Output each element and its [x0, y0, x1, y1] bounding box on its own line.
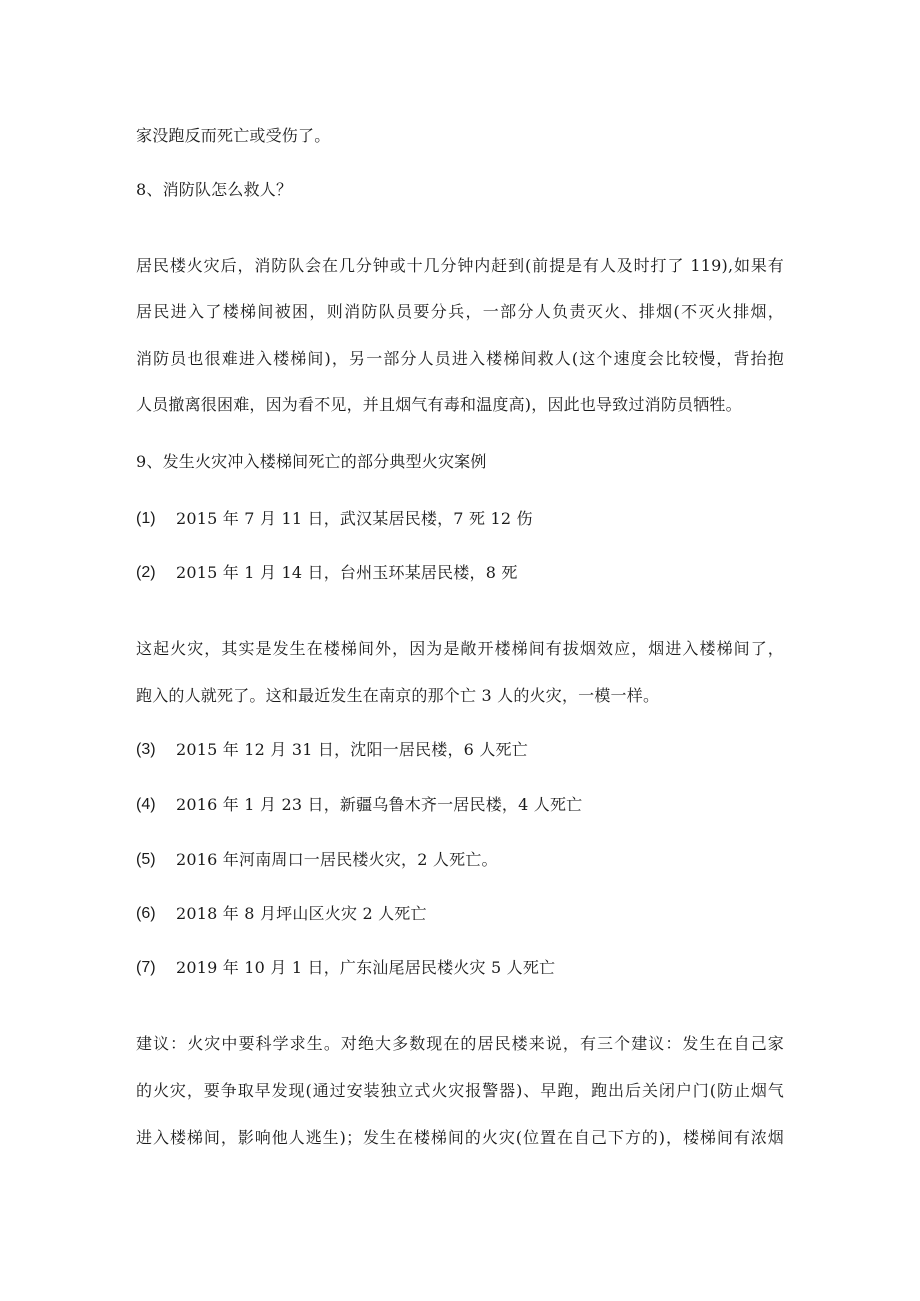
paragraph-line: 家没跑反而死亡或受伤了。 [136, 126, 331, 145]
case-text: 2015 年 1 月 14 日，台州玉环某居民楼，8 死 [176, 563, 518, 582]
paragraph-line: 这起火灾，其实是发生在楼梯间外，因为是敞开楼梯间有拔烟效应，烟进入楼梯间了， [136, 639, 784, 658]
paragraph-line: 进入楼梯间，影响他人逃生)；发生在楼梯间的火灾(位置在自己下方的)，楼梯间有浓烟 [136, 1128, 784, 1147]
paragraph-line: 建议：火灾中要科学求生。对绝大多数现在的居民楼来说，有三个建议：发生在自己家 [136, 1034, 784, 1053]
paragraph-line: 的火灾，要争取早发现(通过安装独立式火灾报警器)、早跑，跑出后关闭户门(防止烟气 [136, 1081, 784, 1100]
case-number: (5) [136, 851, 156, 868]
case-text: 2019 年 10 月 1 日，广东汕尾居民楼火灾 5 人死亡 [176, 958, 556, 977]
paragraph-line: 人员撤离很困难，因为看不见，并且烟气有毒和温度高)，因此也导致过消防员牺牲。 [136, 395, 742, 414]
case-number: (6) [136, 905, 156, 922]
question-heading-8: 8、消防队怎么救人？ [136, 180, 293, 199]
case-text: 2015 年 7 月 11 日，武汉某居民楼，7 死 12 伤 [176, 509, 533, 528]
case-number: (3) [136, 741, 156, 758]
question-heading-9: 9、发生火灾冲入楼梯间死亡的部分典型火灾案例 [136, 452, 487, 471]
case-number: (1) [136, 510, 156, 527]
paragraph-line: 居民楼火灾后，消防队会在几分钟或十几分钟内赶到(前提是有人及时打了 119),如果有 [136, 256, 784, 275]
case-number: (2) [136, 564, 156, 581]
case-text: 2015 年 12 月 31 日，沈阳一居民楼，6 人死亡 [176, 740, 528, 759]
paragraph-line: 消防员也很难进入楼梯间)，另一部分人员进入楼梯间救人(这个速度会比较慢，背抬抱 [136, 349, 784, 368]
case-number: (4) [136, 796, 156, 813]
paragraph-line: 跑入的人就死了。这和最近发生在南京的那个亡 3 人的火灾，一模一样。 [136, 686, 660, 705]
case-text: 2018 年 8 月坪山区火灾 2 人死亡 [176, 904, 427, 923]
case-text: 2016 年 1 月 23 日，新疆乌鲁木齐一居民楼，4 人死亡 [176, 795, 583, 814]
case-text: 2016 年河南周口一居民楼火灾，2 人死亡。 [176, 850, 498, 869]
paragraph-line: 居民进入了楼梯间被困，则消防队员要分兵，一部分人负责灭火、排烟(不灭火排烟， [136, 302, 784, 321]
case-number: (7) [136, 959, 156, 976]
